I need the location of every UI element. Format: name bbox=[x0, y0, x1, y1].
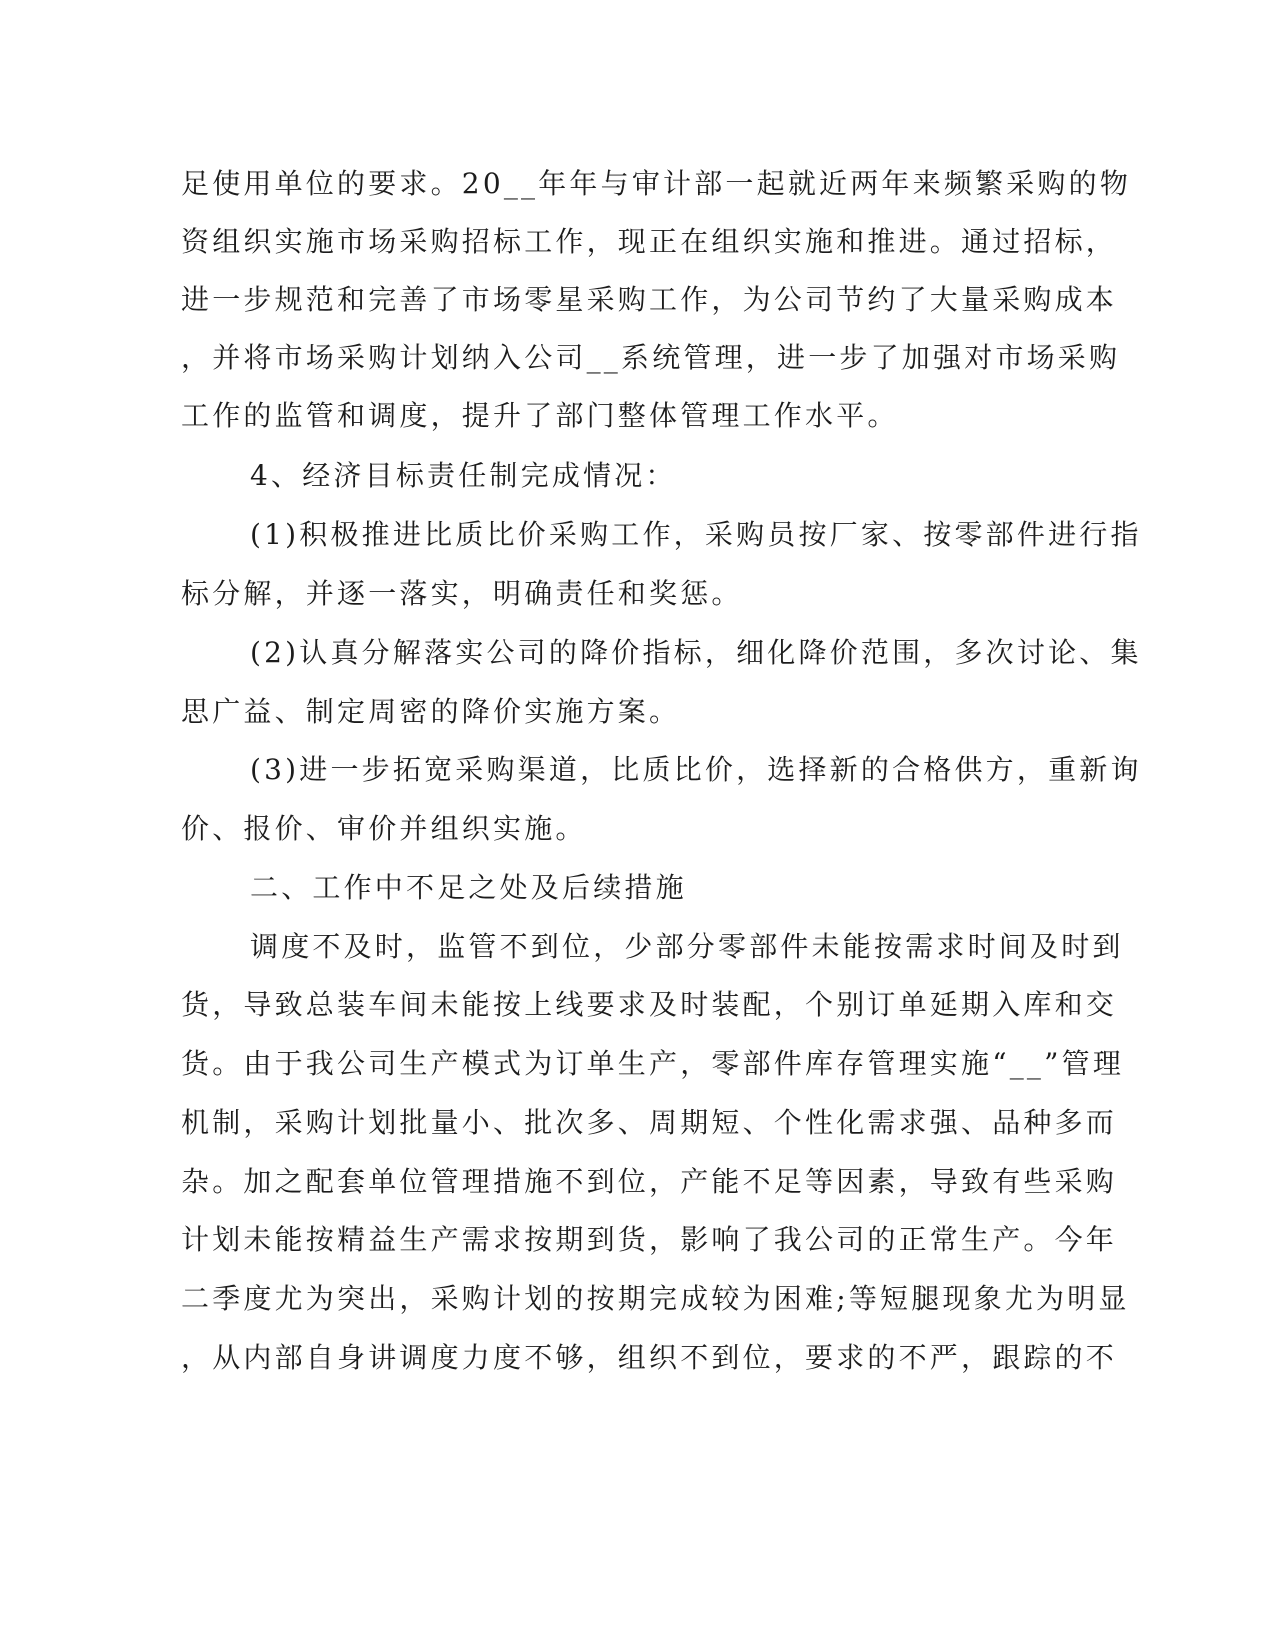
text-line: 二季度尤为突出，采购计划的按期完成较为困难;等短腿现象尤为明显 bbox=[181, 1282, 1130, 1315]
text-line: 标分解，并逐一落实，明确责任和奖惩。 bbox=[181, 577, 743, 610]
text-line: 货，导致总装车间未能按上线要求及时装配，个别订单延期入库和交 bbox=[181, 988, 1118, 1021]
text-line: 机制，采购计划批量小、批次多、周期短、个性化需求强、品种多而 bbox=[181, 1106, 1118, 1139]
text-line: 杂。加之配套单位管理措施不到位，产能不足等因素，导致有些采购 bbox=[181, 1165, 1118, 1198]
section-heading: 二、工作中不足之处及后续措施 bbox=[250, 871, 687, 904]
list-item-line: (2)认真分解落实公司的降价指标，细化降价范围，多次讨论、集 bbox=[250, 636, 1142, 669]
text-line: 进一步规范和完善了市场零星采购工作，为公司节约了大量采购成本 bbox=[181, 283, 1118, 316]
text-line: 计划未能按精益生产需求按期到货，影响了我公司的正常生产。今年 bbox=[181, 1223, 1118, 1256]
text-line: 思广益、制定周密的降价实施方案。 bbox=[181, 695, 681, 728]
text-line: 足使用单位的要求。20__年年与审计部一起就近两年来频繁采购的物 bbox=[181, 167, 1132, 200]
list-item-line: (3)进一步拓宽采购渠道，比质比价，选择新的合格供方，重新询 bbox=[250, 753, 1142, 786]
section-heading: 4、经济目标责任制完成情况： bbox=[250, 459, 677, 492]
text-line: 价、报价、审价并组织实施。 bbox=[181, 812, 587, 845]
paragraph-first-line: 调度不及时，监管不到位，少部分零部件未能按需求时间及时到 bbox=[250, 930, 1124, 963]
text-line: ，并将市场采购计划纳入公司__系统管理，进一步了加强对市场采购 bbox=[181, 341, 1121, 374]
text-line: 货。由于我公司生产模式为订单生产，零部件库存管理实施“__”管理 bbox=[181, 1047, 1125, 1080]
text-line: ，从内部自身讲调度力度不够，组织不到位，要求的不严，跟踪的不 bbox=[181, 1341, 1118, 1374]
list-item-line: (1)积极推进比质比价采购工作，采购员按厂家、按零部件进行指 bbox=[250, 518, 1142, 551]
text-line: 资组织实施市场采购招标工作，现正在组织实施和推进。通过招标， bbox=[181, 225, 1118, 258]
text-line: 工作的监管和调度，提升了部门整体管理工作水平。 bbox=[181, 399, 899, 432]
